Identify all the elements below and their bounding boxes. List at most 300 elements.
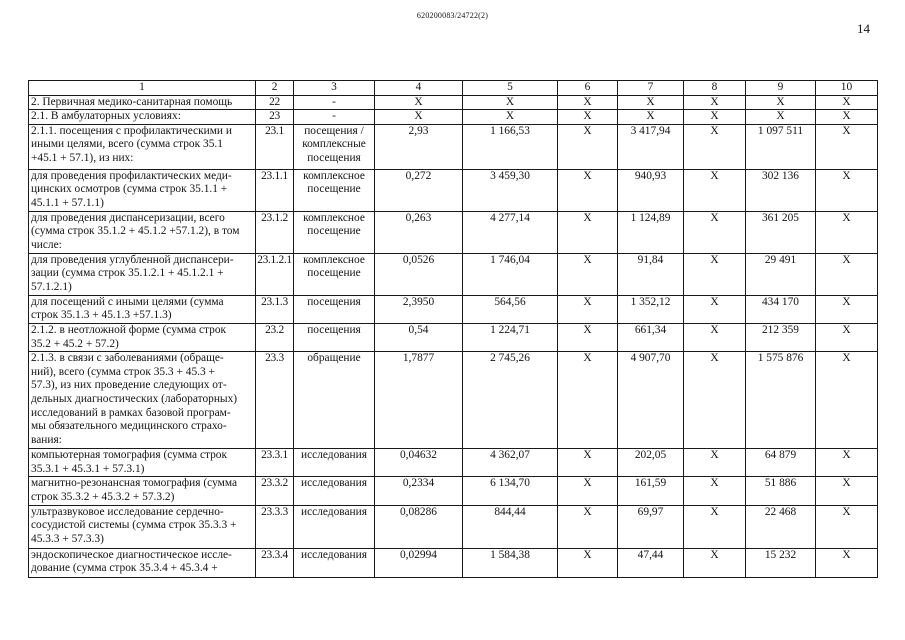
cell-text-line: посещения bbox=[307, 295, 361, 308]
cell-value-col-5 bbox=[463, 124, 558, 169]
cell-text-line: X bbox=[583, 124, 592, 137]
cell-text-line: 69,97 bbox=[637, 505, 664, 518]
cell-text-line: 6 134,70 bbox=[490, 477, 530, 490]
cell-text-line: X bbox=[583, 95, 592, 108]
cell-text-line: 1 575 876 bbox=[757, 352, 804, 365]
cell-value-col-10 bbox=[816, 110, 878, 125]
cell-text-line: 1 224,71 bbox=[490, 323, 530, 336]
cell-text-line: для проведения диспансеризации, всего bbox=[31, 211, 225, 224]
cell-text-line: 22 468 bbox=[764, 505, 797, 518]
cell-value-col-5 bbox=[463, 253, 558, 295]
cell-text-line: 0,04632 bbox=[399, 449, 438, 462]
cell-text-line: X bbox=[583, 211, 592, 224]
cell-text-line: X bbox=[710, 124, 719, 137]
cell-text-line: 4 277,14 bbox=[490, 211, 530, 224]
cell-text-line: X bbox=[776, 110, 785, 123]
cell-text-line: 4 362,07 bbox=[490, 449, 530, 462]
cell-text-line: 161,59 bbox=[634, 477, 667, 490]
cell-description bbox=[29, 323, 256, 351]
cell-value-col-7 bbox=[618, 477, 684, 505]
cell-value-col-9 bbox=[746, 352, 816, 449]
cell-text-line: 1 746,04 bbox=[490, 253, 530, 266]
cell-text-line: 202,05 bbox=[634, 449, 667, 462]
cell-text-line: X bbox=[583, 505, 592, 518]
cell-text-line: 0,08286 bbox=[399, 505, 438, 518]
cell-text-line: X bbox=[646, 95, 655, 108]
cell-text-line: X bbox=[583, 548, 592, 561]
cell-text-line: X bbox=[776, 95, 785, 108]
cell-value-col-10 bbox=[816, 169, 878, 211]
cell-line-code bbox=[256, 505, 294, 548]
cell-text-line: 0,263 bbox=[405, 211, 432, 224]
cell-value-col-4 bbox=[375, 169, 463, 211]
table-row bbox=[29, 169, 878, 211]
cell-text-line: 35.2 + 45.2 + 57.2) bbox=[31, 337, 119, 350]
cell-text-line: магнитно-резонансная томография (сумма bbox=[31, 477, 238, 490]
cell-value-col-8 bbox=[684, 477, 746, 505]
cell-value-col-7 bbox=[618, 352, 684, 449]
cell-unit bbox=[294, 352, 375, 449]
cell-text-line: 23.3.2 bbox=[261, 477, 288, 490]
cell-value-col-7 bbox=[618, 110, 684, 125]
page-number: 14 bbox=[857, 21, 870, 36]
cell-text-line: X bbox=[583, 323, 592, 336]
cell-text-line: 434 170 bbox=[761, 295, 800, 308]
cell-description bbox=[29, 124, 256, 169]
table-row bbox=[29, 477, 878, 505]
cell-text-line: посещения bbox=[307, 323, 361, 336]
cell-text-line: обращение bbox=[307, 352, 361, 365]
cell-text-line: (сумма строк 35.1.2 + 45.1.2 +57.1.2), в том bbox=[31, 225, 240, 238]
cell-text-line: 661,34 bbox=[634, 323, 667, 336]
cell-text-line: 0,54 bbox=[408, 323, 429, 336]
cell-text-line: X bbox=[583, 295, 592, 308]
cell-value-col-4 bbox=[375, 124, 463, 169]
cell-text-line: 1 352,12 bbox=[630, 295, 671, 308]
cell-text-line: X bbox=[710, 505, 719, 518]
cell-value-col-5 bbox=[463, 449, 558, 477]
cell-text-line: исследования bbox=[300, 449, 367, 462]
cell-description bbox=[29, 295, 256, 323]
cell-value-col-9 bbox=[746, 95, 816, 110]
cell-text-line: X bbox=[710, 211, 719, 224]
cell-text-line: 51 886 bbox=[764, 477, 797, 490]
cell-value-col-8 bbox=[684, 110, 746, 125]
cell-text-line: 2.1.1. посещения с профилактическими и bbox=[31, 124, 232, 137]
cell-text-line: 45.3.3 + 57.3.3) bbox=[31, 532, 104, 545]
cell-value-col-8 bbox=[684, 211, 746, 253]
cell-line-code bbox=[256, 95, 294, 110]
cell-text-line: 2. Первичная медико-санитарная помощь bbox=[31, 95, 233, 108]
cell-unit bbox=[294, 253, 375, 295]
header-cell-3: 3 bbox=[294, 81, 375, 96]
document-code: 620200083/24722(2) bbox=[416, 11, 489, 20]
header-cell-1: 1 bbox=[29, 81, 256, 96]
cell-value-col-5 bbox=[463, 548, 558, 577]
cell-value-col-10 bbox=[816, 548, 878, 577]
cell-value-col-8 bbox=[684, 95, 746, 110]
cell-description bbox=[29, 110, 256, 125]
cell-unit bbox=[294, 211, 375, 253]
cell-value-col-6 bbox=[558, 124, 618, 169]
cell-text-line: иными целями, всего (сумма строк 35.1 bbox=[31, 138, 223, 151]
cell-value-col-10 bbox=[816, 352, 878, 449]
cell-text-line: для посещений с иными целями (сумма bbox=[31, 295, 224, 308]
cell-value-col-8 bbox=[684, 124, 746, 169]
cell-value-col-4 bbox=[375, 110, 463, 125]
cell-text-line: зации (сумма строк 35.1.2.1 + 45.1.2.1 + bbox=[31, 267, 224, 280]
cell-text-line: 564,56 bbox=[494, 295, 526, 308]
cell-value-col-6 bbox=[558, 505, 618, 548]
cell-value-col-8 bbox=[684, 169, 746, 211]
cell-text-line: сосудистой системы (сумма строк 35.3.3 + bbox=[31, 519, 237, 532]
cell-description bbox=[29, 449, 256, 477]
cell-unit bbox=[294, 95, 375, 110]
header-cell-6: 6 bbox=[558, 81, 618, 96]
cell-text-line: 15 232 bbox=[764, 548, 797, 561]
cell-text-line: X bbox=[583, 253, 592, 266]
cell-text-line: X bbox=[710, 449, 719, 462]
cell-line-code bbox=[256, 323, 294, 351]
cell-text-line: X bbox=[583, 169, 592, 182]
cell-text-line: 2.1.3. в связи с заболеваниями (обраще- bbox=[31, 352, 224, 365]
cell-text-line: 3 417,94 bbox=[630, 124, 671, 137]
cell-text-line: ультразвуковое исследование сердечно- bbox=[31, 505, 224, 518]
cell-text-line: 4 907,70 bbox=[630, 352, 671, 365]
cell-text-line: X bbox=[842, 124, 851, 137]
cell-text-line: посещение bbox=[307, 267, 361, 280]
cell-line-code bbox=[256, 110, 294, 125]
cell-text-line: цинских осмотров (сумма строк 35.1.1 + bbox=[31, 183, 228, 196]
cell-description bbox=[29, 477, 256, 505]
header-cell-5: 5 bbox=[463, 81, 558, 96]
cell-text-line: X bbox=[505, 110, 515, 123]
cell-text-line: посещения / bbox=[304, 124, 364, 137]
cell-text-line: X bbox=[842, 110, 851, 123]
cell-text-line: комплексные bbox=[302, 138, 366, 151]
cell-text-line: X bbox=[710, 477, 719, 490]
cell-value-col-10 bbox=[816, 253, 878, 295]
cell-value-col-5 bbox=[463, 477, 558, 505]
cell-text-line: 2,93 bbox=[408, 124, 429, 137]
cell-text-line: 2.1. В амбулаторных условиях: bbox=[31, 110, 181, 123]
cell-line-code bbox=[256, 449, 294, 477]
cell-value-col-4 bbox=[375, 548, 463, 577]
cell-unit bbox=[294, 169, 375, 211]
cell-text-line: 2,3950 bbox=[402, 295, 435, 308]
cell-unit bbox=[294, 548, 375, 577]
cell-text-line: X bbox=[710, 95, 719, 108]
cell-value-col-6 bbox=[558, 548, 618, 577]
cell-value-col-5 bbox=[463, 211, 558, 253]
cell-text-line: 57.3), из них проведение следующих от- bbox=[31, 379, 227, 392]
cell-text-line: посещение bbox=[307, 225, 361, 238]
data-table bbox=[28, 80, 878, 578]
cell-text-line: 64 879 bbox=[764, 449, 797, 462]
cell-text-line: 1 584,38 bbox=[490, 548, 530, 561]
cell-text-line: X bbox=[842, 352, 851, 365]
cell-value-col-10 bbox=[816, 449, 878, 477]
cell-text-line: 47,44 bbox=[637, 548, 664, 561]
cell-text-line: X bbox=[414, 110, 423, 123]
cell-value-col-6 bbox=[558, 352, 618, 449]
cell-description bbox=[29, 548, 256, 577]
cell-text-line: 844,44 bbox=[494, 505, 526, 518]
cell-text-line: X bbox=[842, 449, 851, 462]
cell-value-col-6 bbox=[558, 169, 618, 211]
cell-value-col-4 bbox=[375, 352, 463, 449]
cell-value-col-5 bbox=[463, 505, 558, 548]
cell-value-col-5 bbox=[463, 95, 558, 110]
cell-text-line: 23.1.2 bbox=[261, 211, 288, 224]
cell-text-line: комплексное bbox=[303, 211, 365, 224]
cell-value-col-7 bbox=[618, 449, 684, 477]
cell-value-col-6 bbox=[558, 449, 618, 477]
cell-line-code bbox=[256, 548, 294, 577]
cell-text-line: 2 745,26 bbox=[490, 352, 530, 365]
table-row bbox=[29, 449, 878, 477]
cell-unit bbox=[294, 124, 375, 169]
cell-value-col-8 bbox=[684, 253, 746, 295]
cell-text-line: 23.3.4 bbox=[261, 548, 288, 561]
cell-value-col-9 bbox=[746, 124, 816, 169]
cell-value-col-8 bbox=[684, 548, 746, 577]
cell-text-line: X bbox=[710, 253, 719, 266]
cell-line-code bbox=[256, 295, 294, 323]
table-row bbox=[29, 548, 878, 577]
cell-text-line: - bbox=[332, 110, 336, 123]
cell-text-line: посещение bbox=[307, 183, 361, 196]
cell-text-line: 23.1.1 bbox=[261, 169, 288, 182]
cell-text-line: исследования bbox=[300, 505, 367, 518]
cell-value-col-7 bbox=[618, 95, 684, 110]
table-header bbox=[29, 81, 878, 96]
cell-value-col-6 bbox=[558, 253, 618, 295]
cell-description bbox=[29, 169, 256, 211]
cell-value-col-10 bbox=[816, 95, 878, 110]
cell-value-col-8 bbox=[684, 295, 746, 323]
cell-line-code bbox=[256, 169, 294, 211]
cell-text-line: вания: bbox=[31, 433, 62, 446]
cell-value-col-6 bbox=[558, 211, 618, 253]
cell-text-line: 23.1.3 bbox=[261, 295, 288, 308]
cell-value-col-9 bbox=[746, 295, 816, 323]
cell-text-line: 3 459,30 bbox=[490, 169, 530, 182]
table-row bbox=[29, 295, 878, 323]
cell-text-line: X bbox=[842, 95, 851, 108]
cell-value-col-4 bbox=[375, 211, 463, 253]
header-cell-4: 4 bbox=[375, 81, 463, 96]
cell-text-line: 361 205 bbox=[761, 211, 800, 224]
table-row bbox=[29, 95, 878, 110]
cell-value-col-10 bbox=[816, 211, 878, 253]
cell-text-line: 23.2 bbox=[265, 323, 284, 336]
cell-text-line: X bbox=[646, 110, 655, 123]
cell-unit bbox=[294, 323, 375, 351]
cell-value-col-4 bbox=[375, 295, 463, 323]
cell-text-line: строк 35.3.2 + 45.3.2 + 57.3.2) bbox=[31, 490, 175, 503]
cell-text-line: исследований в рамках базовой програм- bbox=[31, 406, 231, 419]
cell-text-line: X bbox=[842, 295, 851, 308]
cell-value-col-9 bbox=[746, 211, 816, 253]
cell-text-line: X bbox=[842, 169, 851, 182]
cell-text-line: 91,84 bbox=[637, 253, 664, 266]
cell-text-line: X bbox=[710, 352, 719, 365]
cell-value-col-4 bbox=[375, 95, 463, 110]
cell-text-line: X bbox=[710, 548, 719, 561]
cell-text-line: комплексное bbox=[303, 253, 365, 266]
cell-text-line: 23.3.1 bbox=[261, 449, 288, 462]
cell-text-line: ний), всего (сумма строк 35.3 + 45.3 + bbox=[31, 365, 215, 378]
table-row bbox=[29, 253, 878, 295]
cell-value-col-9 bbox=[746, 169, 816, 211]
cell-value-col-7 bbox=[618, 323, 684, 351]
cell-value-col-7 bbox=[618, 211, 684, 253]
cell-text-line: X bbox=[710, 110, 719, 123]
cell-value-col-9 bbox=[746, 253, 816, 295]
cell-line-code bbox=[256, 124, 294, 169]
cell-value-col-7 bbox=[618, 505, 684, 548]
cell-text-line: 35.3.1 + 45.3.1 + 57.3.1) bbox=[31, 462, 145, 475]
cell-value-col-9 bbox=[746, 548, 816, 577]
cell-text-line: X bbox=[414, 95, 423, 108]
cell-line-code bbox=[256, 253, 294, 295]
cell-text-line: числе: bbox=[31, 238, 62, 251]
cell-text-line: дельных диагностических (лабораторных) bbox=[31, 392, 238, 405]
cell-text-line: 0,0526 bbox=[402, 253, 435, 266]
cell-text-line: X bbox=[583, 352, 592, 365]
header-cell-7: 7 bbox=[618, 81, 684, 96]
cell-text-line: мы обязательного медицинского страхо- bbox=[31, 420, 227, 433]
table-row bbox=[29, 124, 878, 169]
cell-value-col-7 bbox=[618, 253, 684, 295]
cell-value-col-10 bbox=[816, 505, 878, 548]
cell-value-col-8 bbox=[684, 323, 746, 351]
cell-text-line: 212 359 bbox=[761, 323, 800, 336]
table-body bbox=[29, 95, 878, 577]
cell-text-line: 1 124,89 bbox=[630, 211, 671, 224]
cell-text-line: 29 491 bbox=[764, 253, 797, 266]
cell-text-line: посещения bbox=[307, 151, 361, 164]
cell-unit bbox=[294, 110, 375, 125]
cell-text-line: X bbox=[710, 169, 719, 182]
cell-unit bbox=[294, 505, 375, 548]
cell-unit bbox=[294, 295, 375, 323]
cell-text-line: - bbox=[332, 95, 336, 108]
cell-text-line: 22 bbox=[269, 95, 280, 108]
cell-description bbox=[29, 211, 256, 253]
cell-value-col-5 bbox=[463, 169, 558, 211]
cell-text-line: +45.1 + 57.1), из них: bbox=[31, 151, 134, 164]
cell-text-line: X bbox=[842, 253, 851, 266]
table-header-row bbox=[29, 81, 878, 96]
cell-value-col-7 bbox=[618, 169, 684, 211]
cell-value-col-8 bbox=[684, 505, 746, 548]
cell-text-line: строк 35.1.3 + 45.1.3 +57.1.3) bbox=[31, 309, 172, 322]
cell-text-line: для проведения углубленной диспансери- bbox=[31, 253, 234, 266]
cell-value-col-8 bbox=[684, 352, 746, 449]
cell-text-line: 45.1.1 + 57.1.1) bbox=[31, 196, 104, 209]
cell-unit bbox=[294, 449, 375, 477]
cell-value-col-6 bbox=[558, 295, 618, 323]
table-row bbox=[29, 110, 878, 125]
cell-text-line: 0,2334 bbox=[402, 477, 435, 490]
cell-value-col-5 bbox=[463, 323, 558, 351]
cell-text-line: исследования bbox=[300, 477, 367, 490]
cell-value-col-10 bbox=[816, 477, 878, 505]
cell-text-line: X bbox=[583, 449, 592, 462]
cell-text-line: 0,272 bbox=[405, 169, 432, 182]
cell-value-col-4 bbox=[375, 477, 463, 505]
cell-value-col-7 bbox=[618, 548, 684, 577]
header-cell-10: 10 bbox=[816, 81, 878, 96]
cell-value-col-5 bbox=[463, 295, 558, 323]
cell-text-line: X bbox=[842, 548, 851, 561]
cell-value-col-4 bbox=[375, 253, 463, 295]
cell-value-col-7 bbox=[618, 295, 684, 323]
cell-text-line: 1 097 511 bbox=[757, 124, 804, 137]
cell-text-line: компьютерная томография (сумма строк bbox=[31, 449, 228, 462]
cell-value-col-9 bbox=[746, 505, 816, 548]
cell-text-line: X bbox=[842, 505, 851, 518]
cell-text-line: 1,7877 bbox=[402, 352, 435, 365]
cell-description bbox=[29, 95, 256, 110]
cell-value-col-9 bbox=[746, 449, 816, 477]
cell-text-line: X bbox=[842, 323, 851, 336]
cell-text-line: 23.3.3 bbox=[261, 505, 288, 518]
cell-text-line: X bbox=[842, 477, 851, 490]
cell-text-line: 57.1.2.1) bbox=[31, 280, 72, 293]
cell-value-col-6 bbox=[558, 110, 618, 125]
cell-text-line: X bbox=[505, 95, 515, 108]
cell-text-line: 302 136 bbox=[761, 169, 800, 182]
cell-text-line: исследования bbox=[300, 548, 367, 561]
cell-description bbox=[29, 253, 256, 295]
cell-text-line: 23.3 bbox=[265, 352, 284, 365]
cell-line-code bbox=[256, 211, 294, 253]
cell-text-line: 23.1 bbox=[265, 124, 284, 137]
cell-text-line: X bbox=[583, 477, 592, 490]
cell-value-col-8 bbox=[684, 449, 746, 477]
cell-value-col-7 bbox=[618, 124, 684, 169]
cell-value-col-6 bbox=[558, 95, 618, 110]
cell-value-col-4 bbox=[375, 323, 463, 351]
cell-unit bbox=[294, 477, 375, 505]
cell-text-line: 23.1.2.1 bbox=[257, 253, 292, 266]
cell-value-col-5 bbox=[463, 110, 558, 125]
cell-value-col-9 bbox=[746, 323, 816, 351]
cell-value-col-5 bbox=[463, 352, 558, 449]
cell-text-line: 1 166,53 bbox=[490, 124, 530, 137]
cell-text-line: 23 bbox=[269, 110, 280, 123]
table-row bbox=[29, 323, 878, 351]
cell-line-code bbox=[256, 477, 294, 505]
cell-text-line: X bbox=[710, 323, 719, 336]
cell-text-line: X bbox=[842, 211, 851, 224]
cell-value-col-10 bbox=[816, 295, 878, 323]
header-cell-8: 8 bbox=[684, 81, 746, 96]
header-cell-9: 9 bbox=[746, 81, 816, 96]
cell-value-col-10 bbox=[816, 323, 878, 351]
cell-description bbox=[29, 505, 256, 548]
cell-text-line: 940,93 bbox=[634, 169, 667, 182]
cell-text-line: комплексное bbox=[303, 169, 365, 182]
cell-text-line: X bbox=[583, 110, 592, 123]
cell-value-col-6 bbox=[558, 477, 618, 505]
cell-value-col-9 bbox=[746, 110, 816, 125]
cell-text-line: 2.1.2. в неотложной форме (сумма строк bbox=[31, 323, 227, 336]
table-row bbox=[29, 352, 878, 449]
